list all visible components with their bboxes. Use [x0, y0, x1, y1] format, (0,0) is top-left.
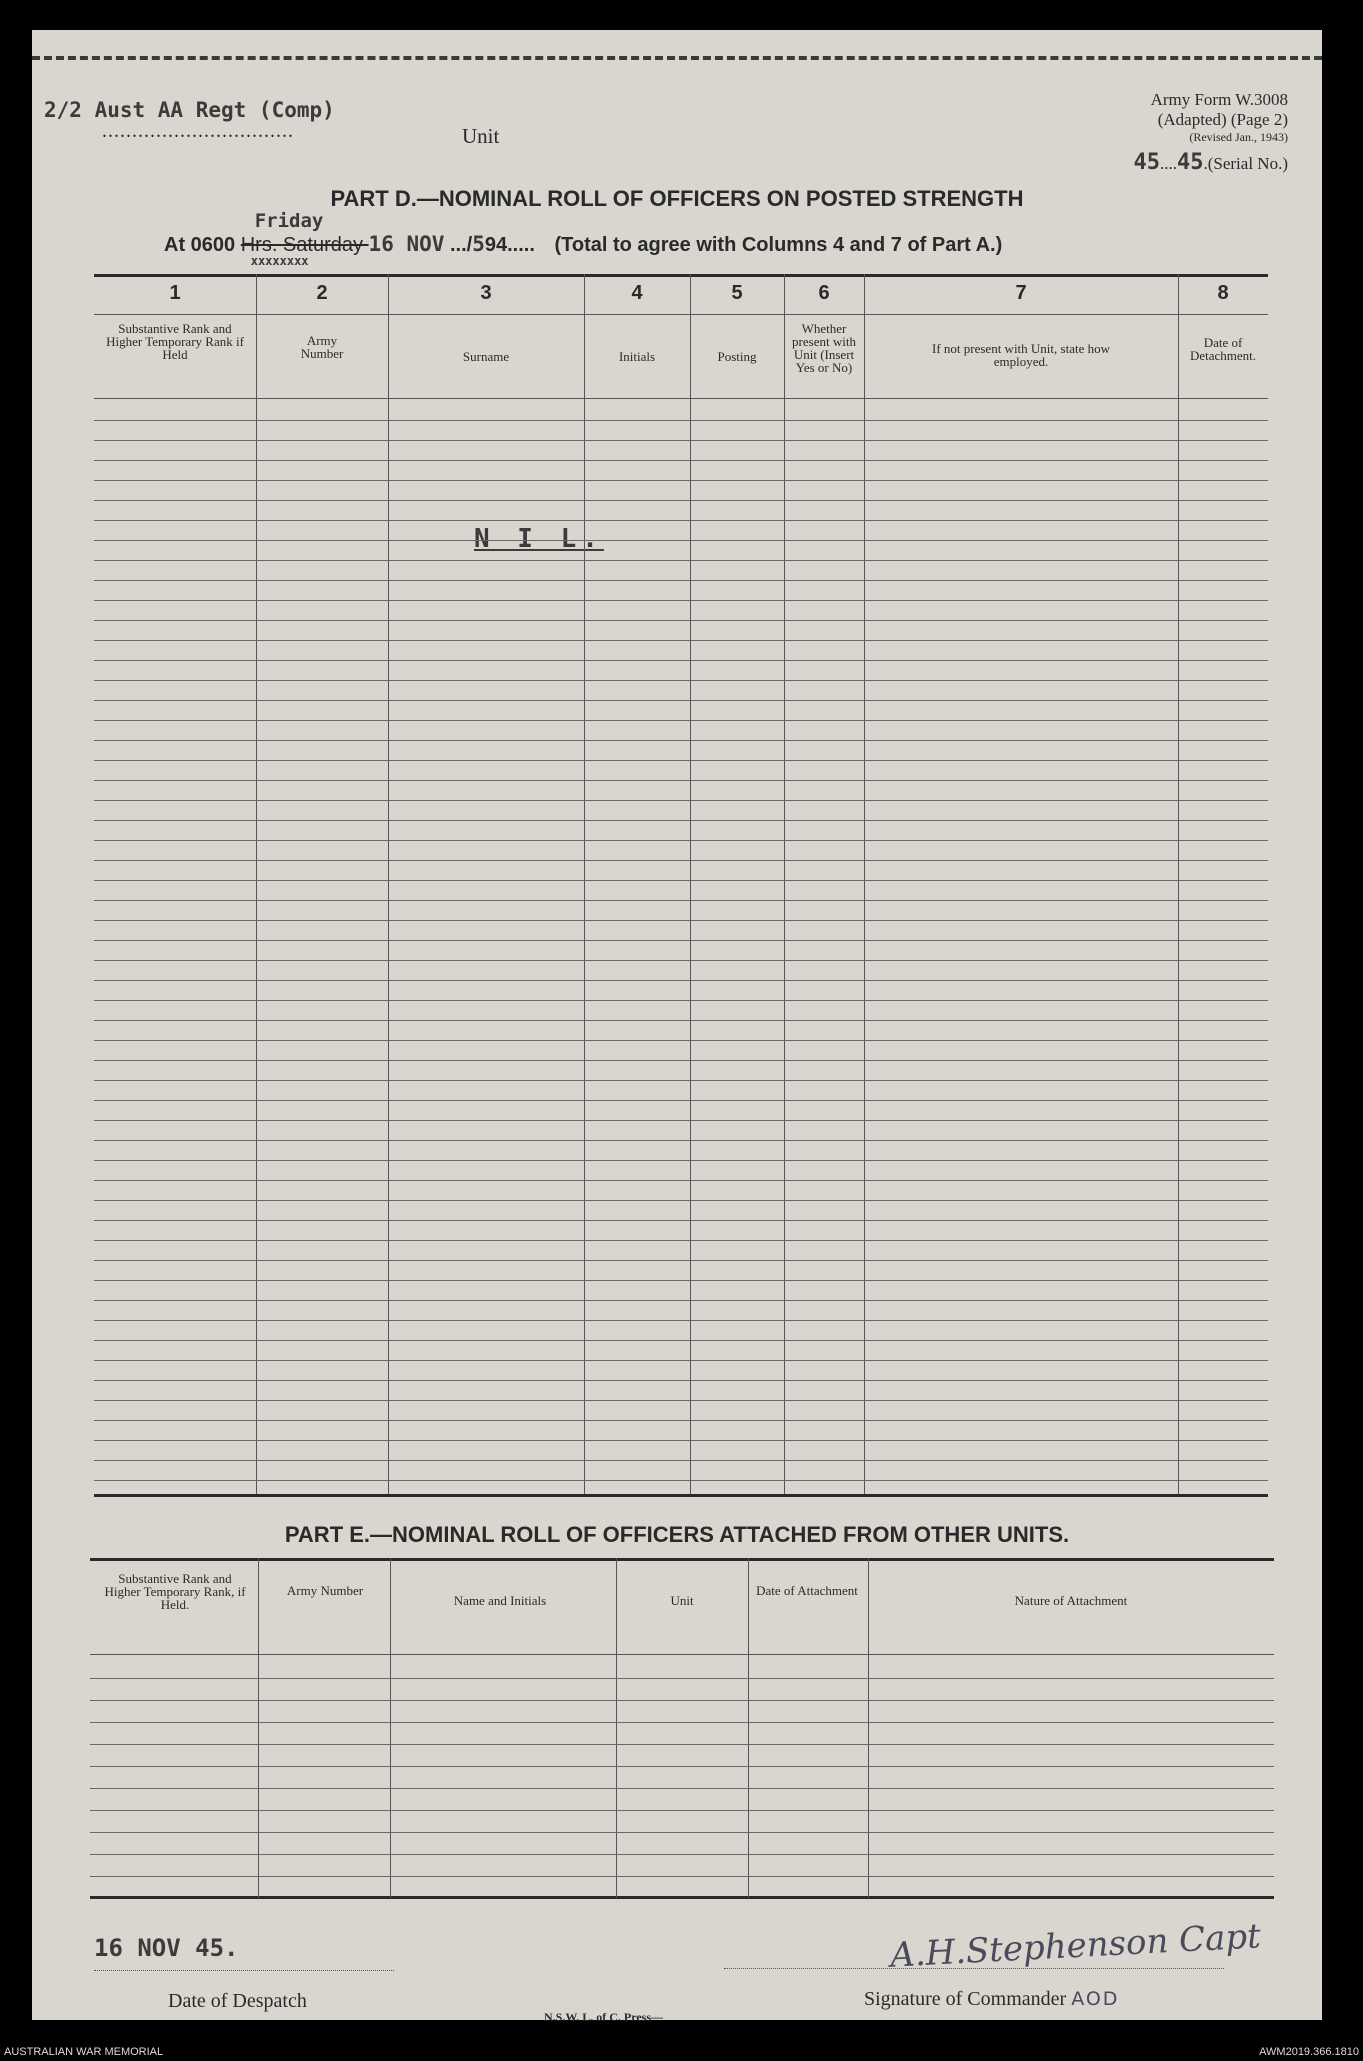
e-col-4-label: Unit	[670, 1593, 694, 1608]
signature-label-text: Signature of Commander	[864, 1988, 1067, 2010]
date-mid: .../	[449, 234, 473, 256]
form-page	[32, 30, 1322, 2024]
table-top-rule	[94, 274, 1268, 277]
serial-number	[1133, 150, 1288, 175]
ruled-line	[94, 1200, 1268, 1201]
serial-value-2: 45	[1176, 150, 1204, 175]
despatch-dotted-line	[94, 1970, 394, 1971]
ruled-line	[94, 940, 1268, 941]
ruled-line	[94, 860, 1268, 861]
ruled-line	[94, 480, 1268, 481]
ruled-line	[94, 1400, 1268, 1401]
ruled-line	[94, 1480, 1268, 1481]
ruled-line	[94, 1120, 1268, 1121]
table-bottom-rule	[94, 1494, 1268, 1497]
col-4-label: Initials	[618, 349, 656, 364]
col-1-label: Substantive Rank and Higher Temporary Rank if Held	[106, 321, 244, 362]
e-ruled-line	[90, 1810, 1274, 1811]
column-divider	[388, 274, 389, 1494]
ruled-line	[94, 780, 1268, 781]
date-line	[164, 210, 1003, 268]
commander-signature: A.H.Stephenson Capt	[889, 1916, 1262, 1976]
ruled-line	[94, 660, 1268, 661]
form-revised: (Revised Jan., 1943)	[1189, 130, 1288, 144]
ruled-line	[94, 1340, 1268, 1341]
archive-credit: AUSTRALIAN WAR MEMORIAL	[4, 2046, 164, 2058]
ruled-line	[94, 820, 1268, 821]
col-2-number: 2	[316, 282, 328, 304]
despatch-label: Date of Despatch	[168, 1990, 307, 2012]
ruled-line	[94, 980, 1268, 981]
e-ruled-line	[90, 1722, 1274, 1723]
e-col-2-label: Army Number	[286, 1583, 364, 1598]
ruled-line	[94, 1420, 1268, 1421]
ruled-line	[94, 540, 1268, 541]
header-bottom-rule	[94, 398, 1268, 399]
hrs-struck: Hrs. Saturday Friday xxxxxxxx	[240, 210, 363, 268]
ruled-line	[94, 1300, 1268, 1301]
ruled-line	[94, 720, 1268, 721]
at-prefix: At 0600	[164, 234, 236, 256]
e-header-bottom-rule	[90, 1654, 1274, 1655]
form-adapted: (Adapted) (Page 2)	[1157, 110, 1288, 129]
struck-x: xxxxxxxx	[250, 254, 309, 268]
ruled-line	[94, 1240, 1268, 1241]
ruled-line	[94, 740, 1268, 741]
ruled-line	[94, 1040, 1268, 1041]
ruled-line	[94, 800, 1268, 801]
e-table-top-rule	[90, 1558, 1274, 1561]
perforated-edge	[32, 56, 1322, 60]
col-6-label: Whether present with Unit (Insert Yes or No)	[792, 321, 856, 375]
ruled-line	[94, 880, 1268, 881]
unit-label: Unit	[462, 124, 500, 148]
part-e-title: PART E.—NOMINAL ROLL OF OFFICERS ATTACHED FROM OTHER UNITS.	[284, 1522, 1070, 1547]
signature-dotted-line	[724, 1968, 1224, 1969]
serial-label: .(Serial No.)	[1203, 154, 1288, 173]
ruled-line	[94, 1060, 1268, 1061]
e-col-5-label: Date of Attachment	[756, 1583, 858, 1598]
ruled-line	[94, 680, 1268, 681]
column-divider	[1178, 274, 1179, 1494]
ruled-line	[94, 640, 1268, 641]
e-column-divider	[748, 1558, 749, 1898]
col-2-label: Army Number	[300, 333, 344, 361]
form-reference	[1151, 90, 1288, 145]
date-typed: 16 NOV	[368, 232, 445, 256]
ruled-line	[94, 1220, 1268, 1221]
col-5-number: 5	[731, 282, 743, 304]
archive-footer	[0, 2026, 1363, 2061]
ruled-line	[94, 440, 1268, 441]
column-divider	[584, 274, 585, 1494]
ruled-line	[94, 900, 1268, 901]
part-d-title: PART D.—NOMINAL ROLL OF OFFICERS ON POSTED STRENGTH	[330, 186, 1024, 211]
ruled-line	[94, 500, 1268, 501]
year-typed: 5	[472, 232, 485, 256]
e-ruled-line	[90, 1678, 1274, 1679]
ruled-line	[94, 1380, 1268, 1381]
unit-value: 2/2 Aust AA Regt (Comp)	[44, 98, 335, 122]
ruled-line	[94, 920, 1268, 921]
e-col-1-label: Substantive Rank and Higher Temporary Rank, if Held.	[104, 1571, 246, 1612]
part-e-table	[90, 1558, 1274, 1898]
ruled-line	[94, 960, 1268, 961]
ruled-line	[94, 1140, 1268, 1141]
ruled-line	[94, 1080, 1268, 1081]
e-ruled-line	[90, 1876, 1274, 1877]
e-column-divider	[390, 1558, 391, 1898]
ruled-line	[94, 1360, 1268, 1361]
col-1-number: 1	[169, 282, 181, 304]
ruled-line	[94, 1460, 1268, 1461]
col-5-label: Posting	[717, 349, 757, 364]
e-column-divider	[258, 1558, 259, 1898]
e-column-divider	[868, 1558, 869, 1898]
ruled-line	[94, 1280, 1268, 1281]
archive-id: AWM2019.366.1810	[1259, 2046, 1359, 2058]
column-divider	[256, 274, 257, 1494]
ruled-line	[94, 1160, 1268, 1161]
column-divider	[690, 274, 691, 1494]
despatch-value: 16 NOV 45.	[94, 1934, 239, 1962]
col-6-number: 6	[818, 282, 830, 304]
ruled-line	[94, 1260, 1268, 1261]
e-col-6-label: Nature of Attachment	[1014, 1593, 1128, 1608]
e-ruled-line	[90, 1744, 1274, 1745]
e-ruled-line	[90, 1854, 1274, 1855]
e-ruled-line	[90, 1766, 1274, 1767]
column-divider	[784, 274, 785, 1494]
ruled-line	[94, 580, 1268, 581]
col-7-label: If not present with Unit, state how employed.	[932, 341, 1110, 369]
ruled-line	[94, 700, 1268, 701]
ruled-line	[94, 1180, 1268, 1181]
signature-suffix: AOD	[1071, 1988, 1120, 2010]
ruled-line	[94, 760, 1268, 761]
e-ruled-line	[90, 1700, 1274, 1701]
year-suffix: 94.....	[484, 234, 535, 256]
col-7-number: 7	[1015, 282, 1027, 304]
serial-value-1: 45	[1133, 150, 1160, 175]
ruled-line	[94, 600, 1268, 601]
e-column-divider	[616, 1558, 617, 1898]
e-table-bottom-rule	[90, 1896, 1274, 1899]
ruled-line	[94, 460, 1268, 461]
nil-entry: N I L.	[474, 524, 604, 554]
form-number: Army Form W.3008	[1150, 90, 1288, 109]
col-3-label: Surname	[462, 349, 510, 364]
signature-label	[864, 1988, 1119, 2011]
ruled-line	[94, 1440, 1268, 1441]
col-8-number: 8	[1217, 282, 1229, 304]
column-divider	[864, 274, 865, 1494]
serial-dots: ....	[1159, 154, 1177, 173]
col-8-label: Date of Detachment.	[1189, 335, 1257, 363]
part-d-table	[94, 274, 1268, 1494]
ruled-line	[94, 1000, 1268, 1001]
ruled-line	[94, 520, 1268, 521]
total-note: (Total to agree with Columns 4 and 7 of Part A.)	[554, 234, 1003, 256]
col-4-number: 4	[631, 282, 643, 304]
ruled-line	[94, 420, 1268, 421]
e-ruled-line	[90, 1788, 1274, 1789]
e-ruled-line	[90, 1832, 1274, 1833]
e-col-3-label: Name and Initials	[453, 1593, 547, 1608]
ruled-line	[94, 840, 1268, 841]
column-number-rule	[94, 314, 1268, 315]
day-typed: Friday	[254, 210, 324, 232]
press-imprint: N.S.W. L. of C. Press—	[544, 2010, 664, 2024]
ruled-line	[94, 560, 1268, 561]
col-3-number: 3	[480, 282, 492, 304]
unit-dots: ................................	[102, 120, 294, 142]
ruled-line	[94, 1020, 1268, 1021]
ruled-line	[94, 1320, 1268, 1321]
ruled-line	[94, 620, 1268, 621]
ruled-line	[94, 1100, 1268, 1101]
